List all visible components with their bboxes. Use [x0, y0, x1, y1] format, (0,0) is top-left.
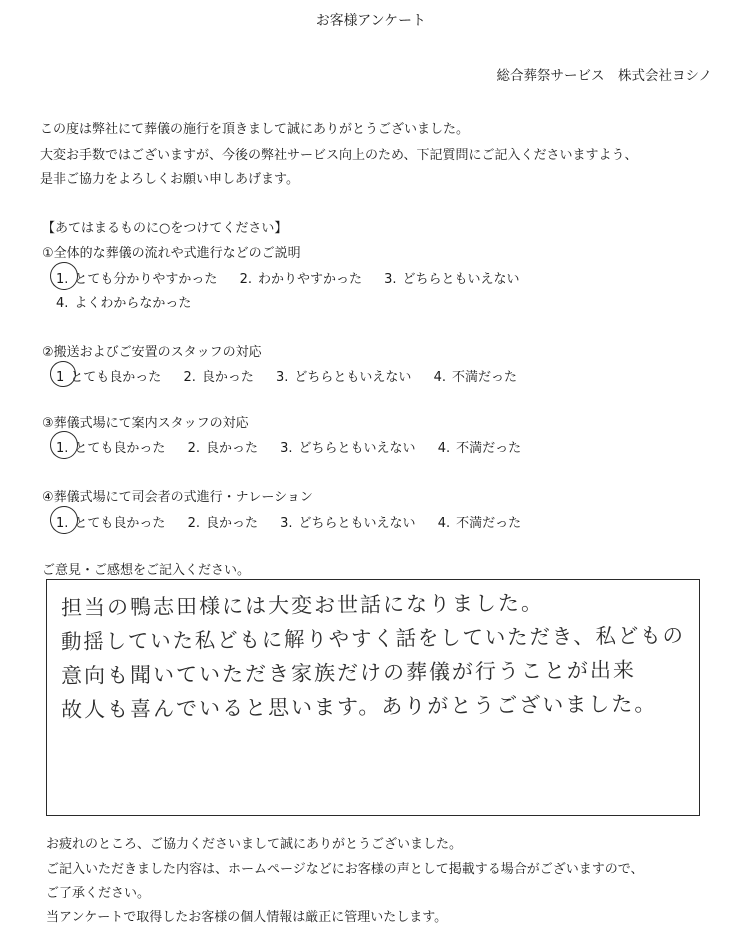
- option[interactable]: 4. 不満だった: [433, 370, 517, 385]
- handwritten-line: 故人も喜んでいると思います。ありがとうございました。: [60, 691, 658, 722]
- option[interactable]: 1. とても分かりやすかった: [56, 272, 218, 287]
- question-options: [56, 268, 538, 287]
- company-name: 総合葬祭サービス 株式会社ヨシノ: [496, 68, 712, 84]
- footer-line: 当アンケートで取得したお客様の個人情報は厳正に管理いたします。: [46, 910, 448, 925]
- intro-line: 大変お手数ではございますが、今後の弊社サービス向上のため、下記質問にご記入くださいますよう、: [40, 148, 638, 163]
- comments-label: ご意見・ご感想をご記入ください。: [42, 563, 251, 578]
- option[interactable]: 3. どちらともいえない: [280, 516, 416, 531]
- page-title: お客様アンケート: [315, 13, 426, 29]
- option[interactable]: 1 とても良かった: [56, 370, 162, 385]
- option[interactable]: 3. どちらともいえない: [384, 272, 520, 287]
- option[interactable]: 1. とても良かった: [56, 516, 166, 531]
- handwritten-line: 意向も聞いていただき家族だけの葬儀が行うことが出来: [60, 657, 637, 688]
- question-heading: ②搬送およびご安置のスタッフの対応: [42, 345, 262, 360]
- footer-line: お疲れのところ、ご協力くださいまして誠にありがとうございました。: [46, 837, 463, 852]
- handwritten-line: 担当の鴨志田様には大変お世話になりました。: [60, 590, 545, 620]
- option[interactable]: 2. 良かった: [187, 441, 258, 456]
- intro-line: 是非ご協力をよろしくお願い申しあげます。: [40, 172, 299, 187]
- selection-circle-mark: [48, 504, 80, 536]
- footer-line: ご記入いただきました内容は、ホームページなどにお客様の声として掲載する場合がございますので、: [46, 862, 644, 877]
- option[interactable]: 3. どちらともいえない: [276, 370, 412, 385]
- option[interactable]: 3. どちらともいえない: [280, 441, 416, 456]
- question-options: [56, 437, 539, 456]
- intro-line: この度は弊社にて葬儀の施行を頂きまして誠にありがとうございました。: [40, 122, 470, 137]
- handwritten-line: 動揺していた私どもに解りやすく話をしていただき、私どもの: [60, 623, 685, 654]
- option[interactable]: 2. 良かった: [183, 370, 254, 385]
- comments-box[interactable]: [46, 579, 700, 816]
- question-options: [56, 292, 209, 311]
- option[interactable]: 1. とても良かった: [56, 441, 166, 456]
- question-options: [56, 366, 535, 385]
- option[interactable]: 4. よくわからなかった: [56, 296, 192, 311]
- option[interactable]: 2. 良かった: [187, 516, 258, 531]
- question-options: [56, 512, 539, 531]
- option[interactable]: 2. わかりやすかった: [239, 272, 362, 287]
- footer-line: ご了承ください。: [46, 886, 151, 901]
- option[interactable]: 4. 不満だった: [437, 516, 522, 531]
- instruction: 【あてはまるものに○をつけてください】: [42, 221, 288, 236]
- question-heading: ①全体的な葬儀の流れや式進行などのご説明: [42, 246, 301, 261]
- option[interactable]: 4. 不満だった: [437, 441, 522, 456]
- question-heading: ③葬儀式場にて案内スタッフの対応: [42, 416, 249, 431]
- selection-circle-mark: [48, 429, 80, 461]
- selection-circle-mark: [48, 260, 80, 292]
- question-heading: ④葬儀式場にて司会者の式進行・ナレーション: [42, 490, 313, 505]
